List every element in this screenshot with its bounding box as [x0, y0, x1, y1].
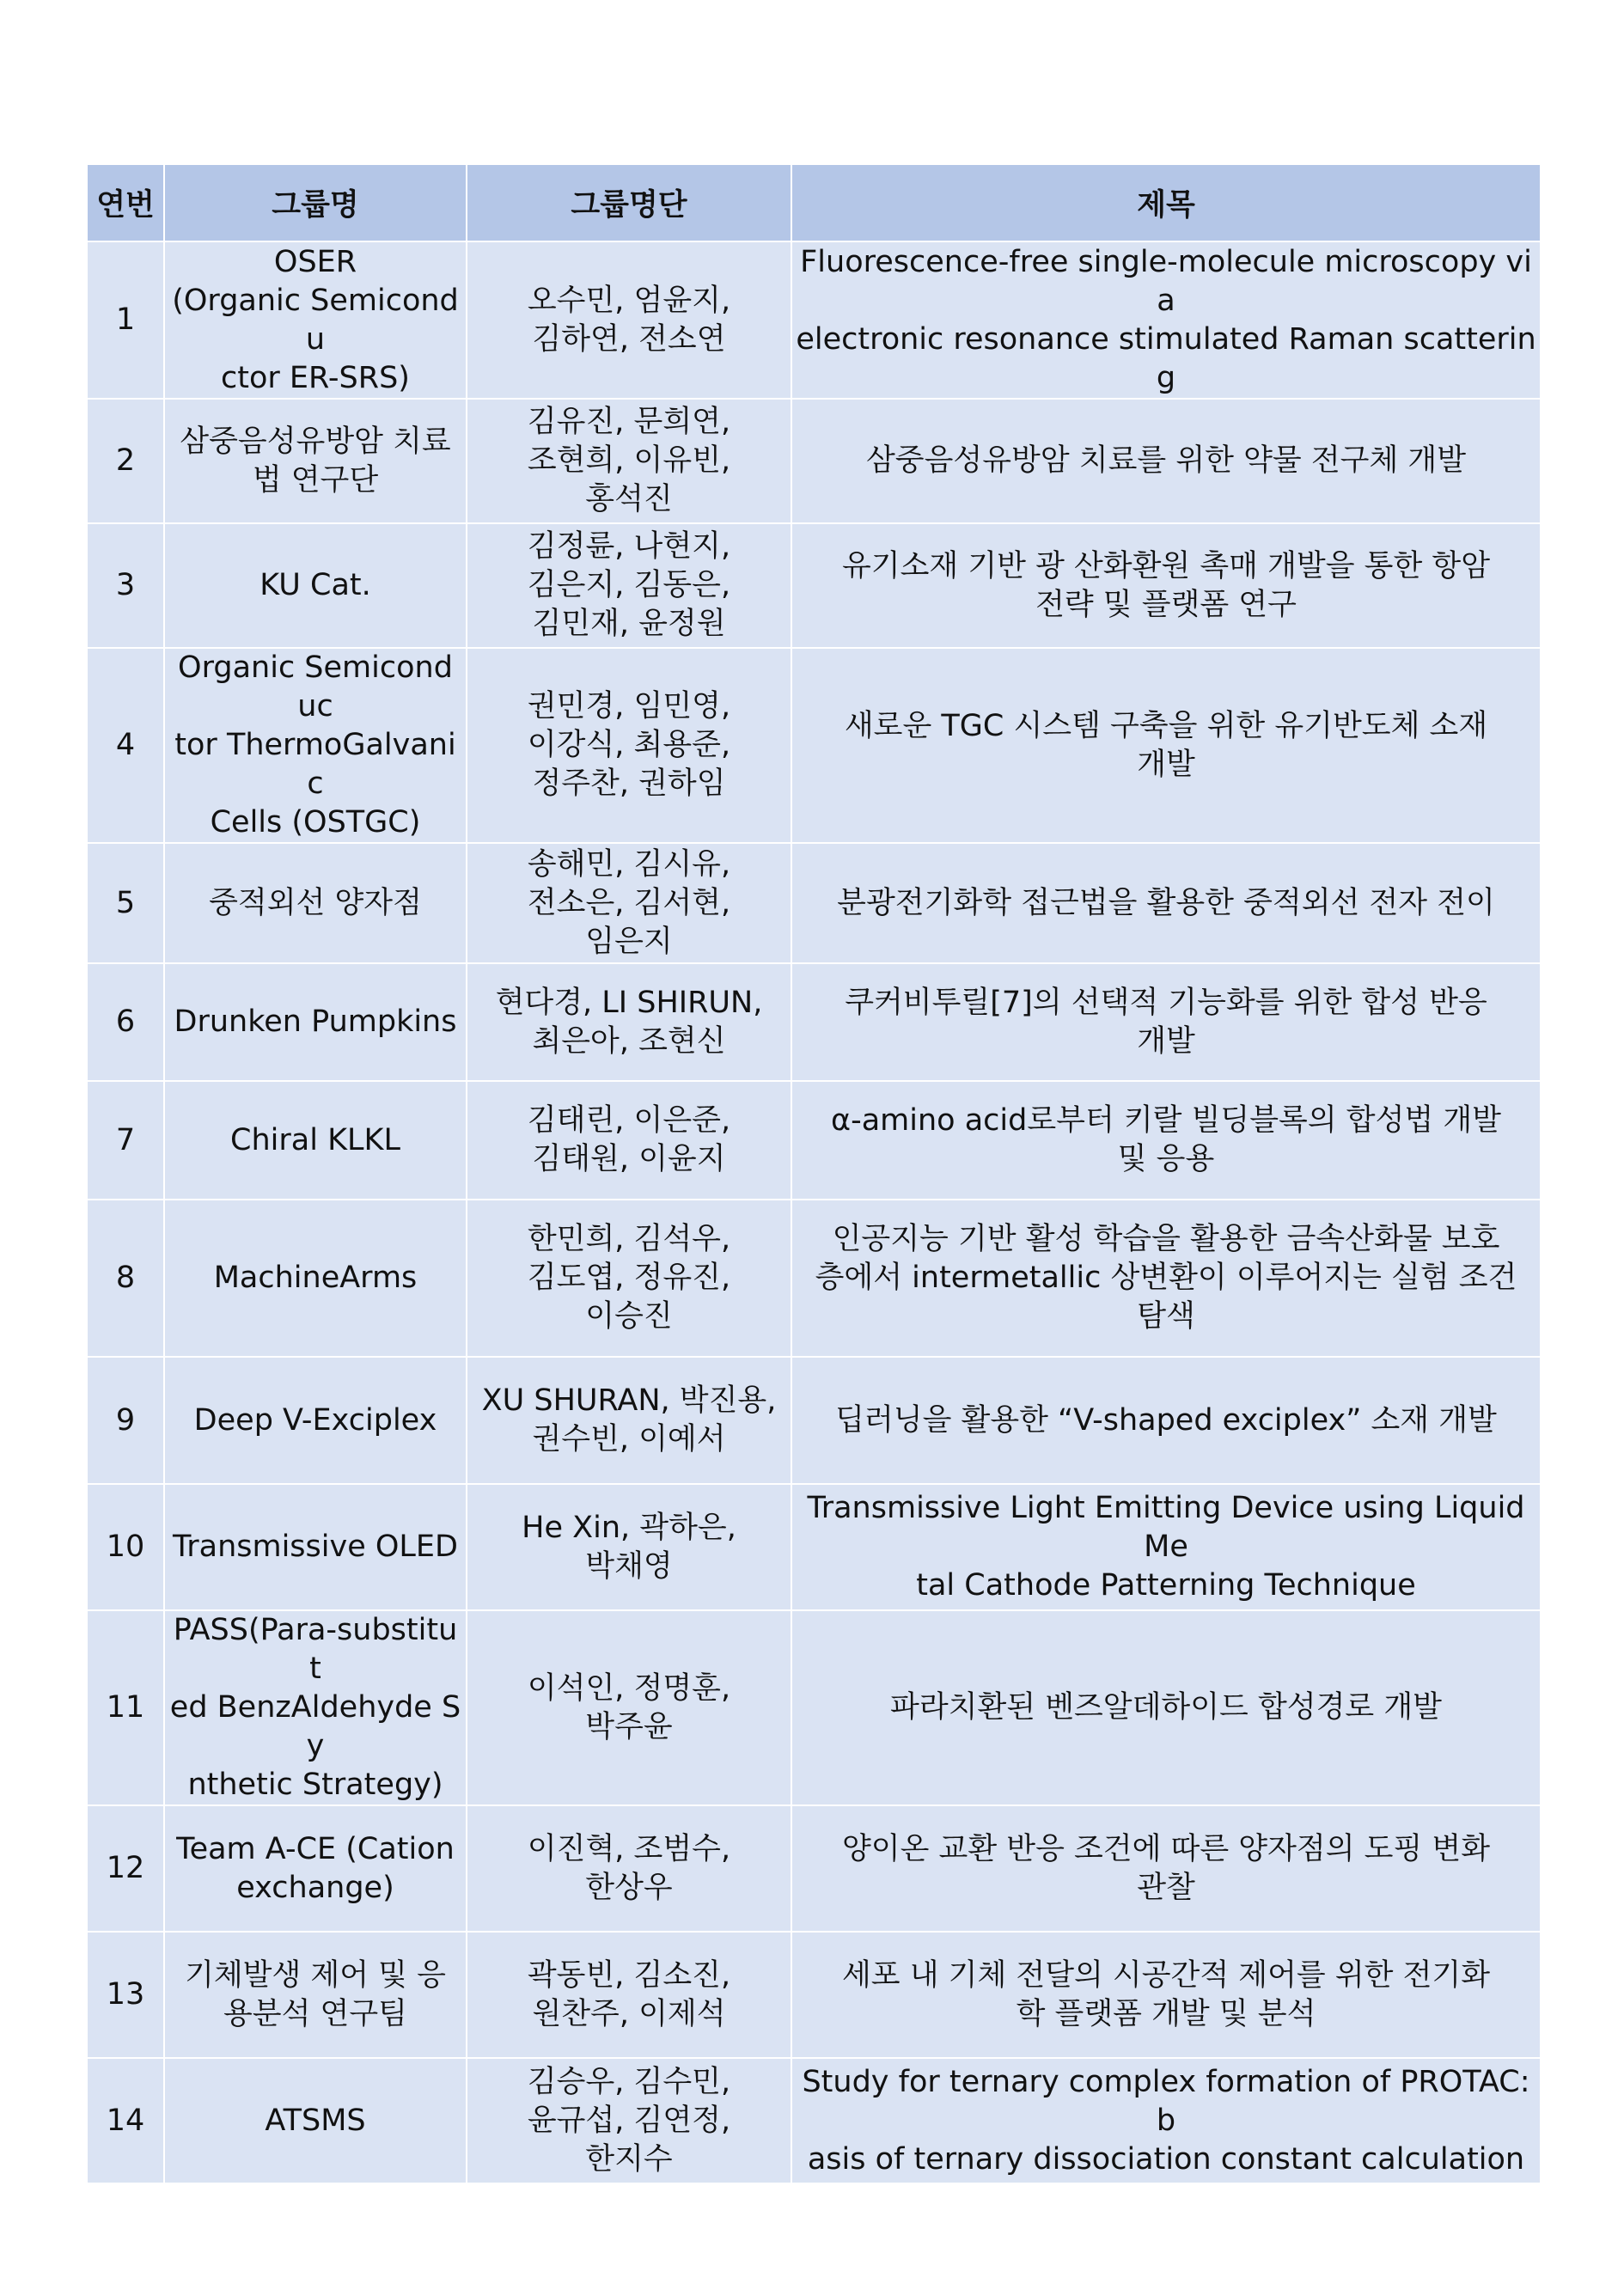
group-name: Organic Semiconduc tor ThermoGalvanic Cells (OSTGC): [164, 648, 467, 843]
row-no: 3: [87, 523, 164, 648]
table-row: [87, 843, 1541, 963]
table-row: [87, 523, 1541, 648]
member-list: 송해민, 김시유, 전소은, 김서현, 임은지: [467, 843, 791, 963]
project-title: Study for ternary complex formation of PROTAC: b asis of ternary dissociation constant calculation: [791, 2058, 1541, 2183]
member-list: 김태린, 이은준, 김태원, 이윤지: [467, 1081, 791, 1200]
member-list: 권민경, 임민영, 이강식, 최용준, 정주찬, 권하임: [467, 648, 791, 843]
row-no: 11: [87, 1610, 164, 1805]
row-no: 7: [87, 1081, 164, 1200]
member-list: 김정륜, 나현지, 김은지, 김동은, 김민재, 윤정원: [467, 523, 791, 648]
project-title: 쿠커비투릴[7]의 선택적 기능화를 위한 합성 반응 개발: [791, 963, 1541, 1081]
header-no: 연번: [87, 164, 164, 241]
row-no: 14: [87, 2058, 164, 2183]
member-list: He Xin, 곽하은, 박채영: [467, 1484, 791, 1610]
project-title: 분광전기화학 접근법을 활용한 중적외선 전자 전이: [791, 843, 1541, 963]
project-title: Fluorescence-free single-molecule microscopy via electronic resonance stimulated Raman scattering: [791, 241, 1541, 399]
project-title: Transmissive Light Emitting Device using Liquid Me tal Cathode Patterning Technique: [791, 1484, 1541, 1610]
table-row: [87, 1081, 1541, 1200]
member-list: 이진혁, 조범수, 한상우: [467, 1805, 791, 1932]
group-name: OSER (Organic Semicondu ctor ER-SRS): [164, 241, 467, 399]
table-row: [87, 1200, 1541, 1357]
table-row: [87, 399, 1541, 523]
row-no: 9: [87, 1357, 164, 1484]
member-list: 이석인, 정명훈, 박주윤: [467, 1610, 791, 1805]
row-no: 2: [87, 399, 164, 523]
group-name: KU Cat.: [164, 523, 467, 648]
row-no: 10: [87, 1484, 164, 1610]
member-list: 곽동빈, 김소진, 원찬주, 이제석: [467, 1932, 791, 2058]
project-title: 양이온 교환 반응 조건에 따른 양자점의 도핑 변화 관찰: [791, 1805, 1541, 1932]
group-name: ATSMS: [164, 2058, 467, 2183]
table-row: [87, 1932, 1541, 2058]
project-title: 삼중음성유방암 치료를 위한 약물 전구체 개발: [791, 399, 1541, 523]
row-no: 5: [87, 843, 164, 963]
row-no: 4: [87, 648, 164, 843]
group-table: [86, 163, 1542, 2184]
table-row: [87, 1357, 1541, 1484]
member-list: XU SHURAN, 박진용, 권수빈, 이예서: [467, 1357, 791, 1484]
group-name: Transmissive OLED: [164, 1484, 467, 1610]
member-list: 김유진, 문희연, 조현희, 이유빈, 홍석진: [467, 399, 791, 523]
project-title: α-amino acid로부터 키랄 빌딩블록의 합성법 개발 및 응용: [791, 1081, 1541, 1200]
member-list: 한민희, 김석우, 김도엽, 정유진, 이승진: [467, 1200, 791, 1357]
table-row: [87, 1484, 1541, 1610]
member-list: 오수민, 엄윤지, 김하연, 전소연: [467, 241, 791, 399]
group-name: PASS(Para-substitut ed BenzAldehyde Sy nthetic Strategy): [164, 1610, 467, 1805]
project-title: 유기소재 기반 광 산화환원 촉매 개발을 통한 항암 전략 및 플랫폼 연구: [791, 523, 1541, 648]
table-row: [87, 1610, 1541, 1805]
table-row: [87, 2058, 1541, 2183]
row-no: 8: [87, 1200, 164, 1357]
project-title: 인공지능 기반 활성 학습을 활용한 금속산화물 보호 층에서 intermetallic 상변환이 이루어지는 실험 조건 탐색: [791, 1200, 1541, 1357]
group-name: 중적외선 양자점: [164, 843, 467, 963]
row-no: 12: [87, 1805, 164, 1932]
group-name: Team A-CE (Cation exchange): [164, 1805, 467, 1932]
group-name: 삼중음성유방암 치료 법 연구단: [164, 399, 467, 523]
group-name: Deep V-Exciplex: [164, 1357, 467, 1484]
group-name: Chiral KLKL: [164, 1081, 467, 1200]
group-name: Drunken Pumpkins: [164, 963, 467, 1081]
member-list: 현다경, LI SHIRUN, 최은아, 조현신: [467, 963, 791, 1081]
header-title: 제목: [791, 164, 1541, 241]
header-group: 그룹명: [164, 164, 467, 241]
project-title: 새로운 TGC 시스템 구축을 위한 유기반도체 소재 개발: [791, 648, 1541, 843]
table-row: [87, 1805, 1541, 1932]
project-title: 세포 내 기체 전달의 시공간적 제어를 위한 전기화 학 플랫폼 개발 및 분석: [791, 1932, 1541, 2058]
table-row: [87, 648, 1541, 843]
header-members: 그룹명단: [467, 164, 791, 241]
row-no: 13: [87, 1932, 164, 2058]
project-title: 파라치환된 벤즈알데하이드 합성경로 개발: [791, 1610, 1541, 1805]
member-list: 김승우, 김수민, 윤규섭, 김연정, 한지수: [467, 2058, 791, 2183]
row-no: 6: [87, 963, 164, 1081]
row-no: 1: [87, 241, 164, 399]
group-name: MachineArms: [164, 1200, 467, 1357]
table-row: [87, 241, 1541, 399]
table-header-row: [87, 164, 1541, 241]
project-title: 딥러닝을 활용한 “V-shaped exciplex” 소재 개발: [791, 1357, 1541, 1484]
group-name: 기체발생 제어 및 응 용분석 연구팀: [164, 1932, 467, 2058]
table-row: [87, 963, 1541, 1081]
